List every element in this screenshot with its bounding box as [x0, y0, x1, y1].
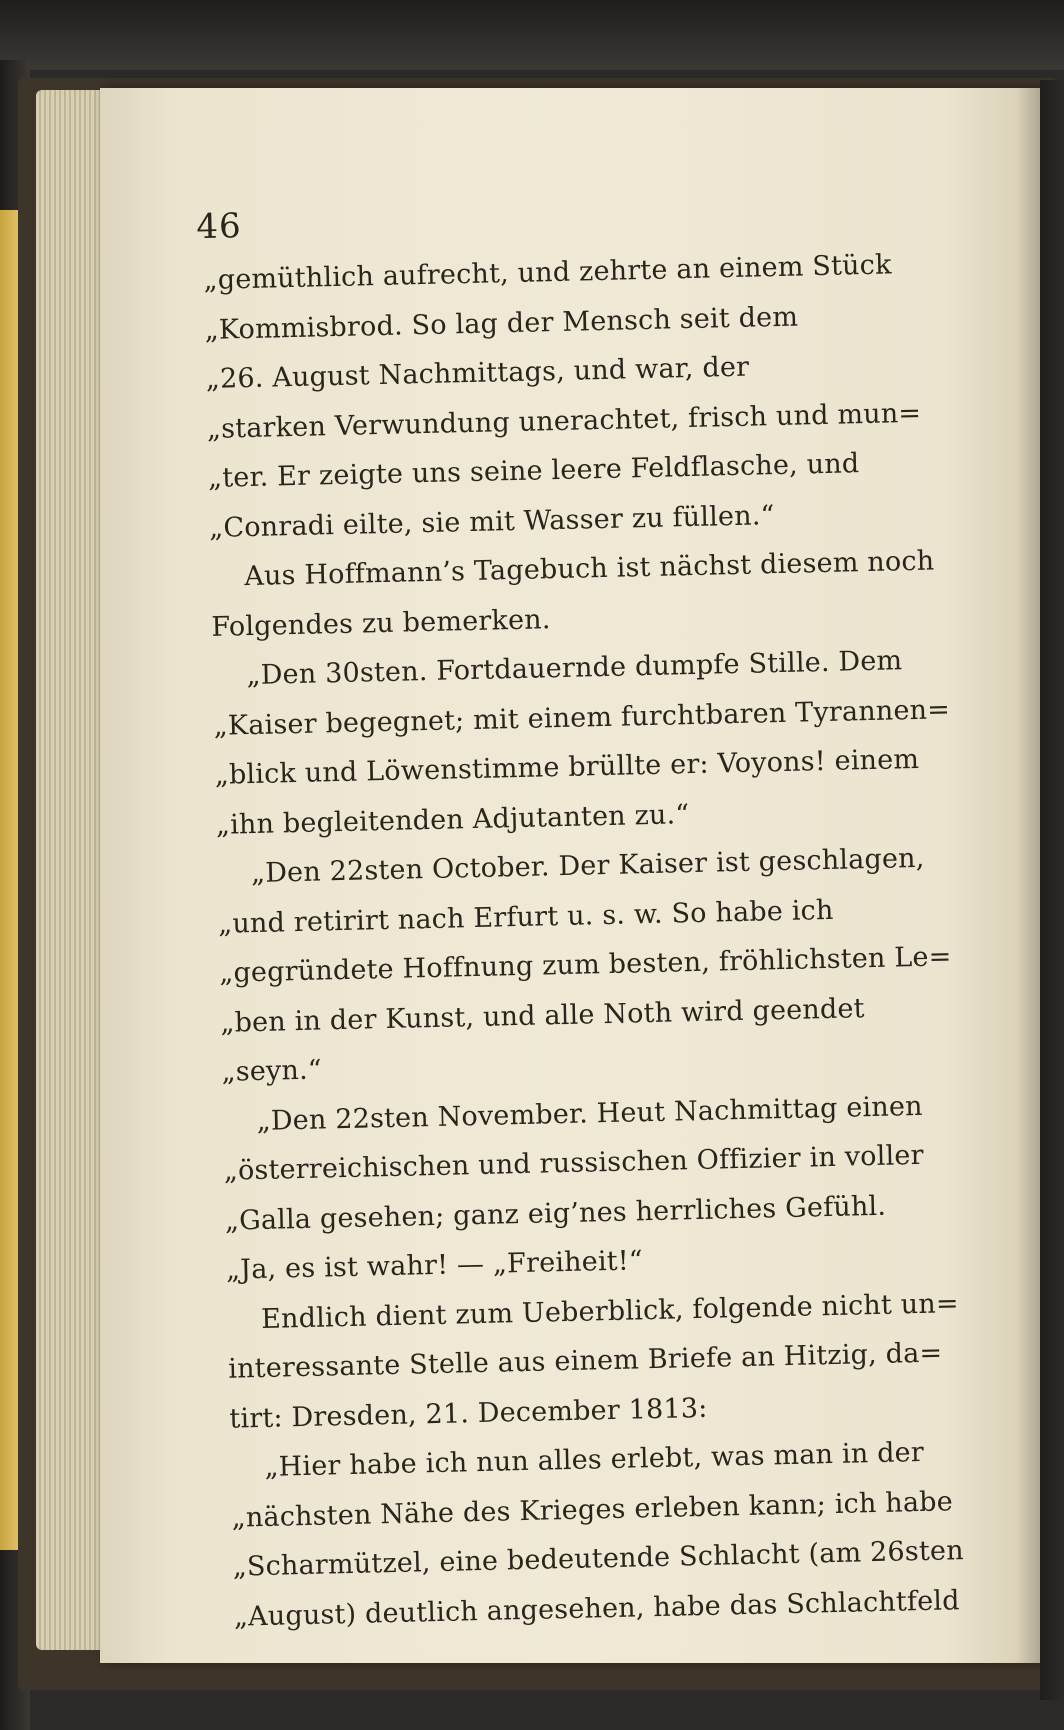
text-line: „Den 22sten October. Der Kaiser ist geschlagen,	[250, 842, 925, 890]
text-line: „August) deutlich angesehen, habe das Schlachtfeld	[233, 1584, 960, 1633]
bookmark-strip	[0, 210, 20, 1550]
text-line: „Kaiser begegnet; mit einem furchtbaren Tyrannen=	[213, 693, 951, 742]
text-lines	[203, 238, 1034, 1642]
text-line: „Kommisbrod. So lag der Mensch seit dem	[204, 301, 799, 346]
text-line: „Scharmützel, eine bedeutende Schlacht (am 26sten	[232, 1535, 965, 1583]
text-line: „Hier habe ich nun alles erlebt, was man in der	[264, 1436, 925, 1483]
text-line: „Den 22sten November. Heut Nachmittag einen	[256, 1090, 924, 1137]
text-line: „blick und Löwenstimme brüllte er: Voyons! einem	[214, 743, 920, 791]
text-line: interessante Stelle aus einem Briefe an Hitzig, da=	[227, 1337, 943, 1385]
text-line: tirt: Dresden, 21. December 1813:	[229, 1392, 708, 1435]
text-line: „26. August Nachmittags, und war, der	[205, 351, 750, 395]
text-line: „Conradi eilte, sie mit Wasser zu füllen.“	[208, 499, 775, 544]
text-line: „Ja, es ist wahr! — „Freiheit!“	[225, 1245, 644, 1286]
text-line: „Den 30sten. Fortdauernde dumpfe Stille. Dem	[246, 645, 903, 692]
text-line: „ter. Er zeigte uns seine leere Feldflasche, und	[207, 448, 860, 494]
right-edge	[1040, 80, 1064, 1700]
text-line: Aus Hoffmann’s Tagebuch ist nächst diesem noch	[243, 545, 935, 593]
page-number: 46	[195, 206, 243, 248]
text-line: „starken Verwundung unerachtet, frisch und mun=	[206, 397, 922, 445]
text-line: „nächsten Nähe des Krieges erleben kann; ich habe	[231, 1485, 954, 1534]
text-line: „ihn begleitenden Adjutanten zu.“	[215, 798, 690, 841]
text-line: „gemüthlich aufrecht, und zehrte an einem Stück	[203, 249, 892, 296]
text-line: „und retirirt nach Erfurt u. s. w. So habe ich	[217, 894, 834, 940]
text-line: „ben in der Kunst, und alle Noth wird geendet	[220, 992, 865, 1039]
text-line: „seyn.“	[221, 1054, 323, 1088]
binding-top	[0, 0, 1064, 70]
text-line: „österreichischen und russischen Offizier in voller	[223, 1139, 924, 1187]
text-line: „Galla gesehen; ganz eig’nes herrliches Gefühl.	[224, 1190, 887, 1237]
text-line: Folgendes zu bemerken.	[211, 603, 551, 643]
text-line: Endlich dient zum Ueberblick, folgende nicht un=	[260, 1287, 960, 1335]
page-text	[195, 192, 1034, 1642]
text-line: „gegründete Hoffnung zum besten, fröhlichsten Le=	[218, 941, 952, 989]
